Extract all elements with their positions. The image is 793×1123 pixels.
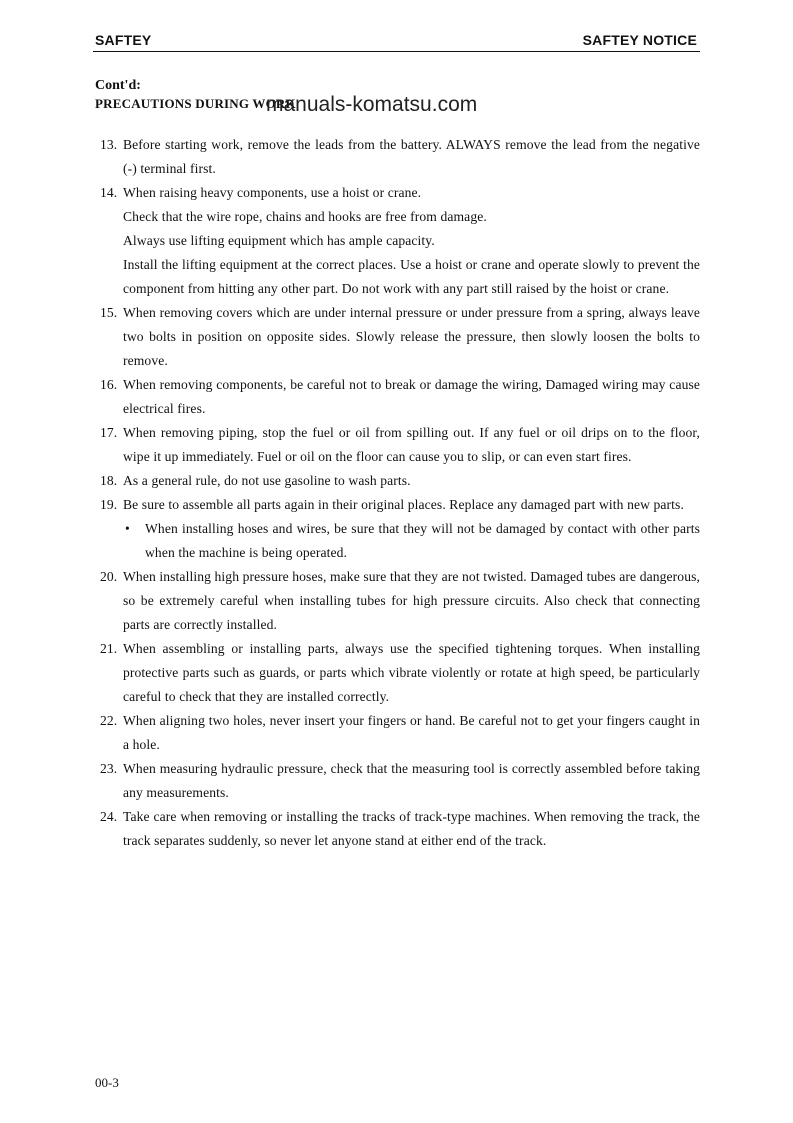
header-right-title: SAFTEY NOTICE: [582, 32, 697, 48]
item-body: [123, 421, 700, 469]
item-paragraph: When aligning two holes, never insert your fingers or hand. Be careful not to get your fingers caught in a hole.: [123, 713, 700, 752]
item-paragraph: When installing high pressure hoses, make sure that they are not twisted. Damaged tubes are dangerous, so be extremely careful when installing tubes for high pressure circuits. Also check that connecting parts are correctly installed.: [123, 569, 700, 632]
list-item: [100, 373, 700, 421]
list-item: [100, 709, 700, 757]
item-body: [123, 373, 700, 421]
item-number: 19.: [100, 497, 118, 512]
item-paragraph: Install the lifting equipment at the correct places. Use a hoist or crane and operate slowly to prevent the component from hitting any other part. Do not work with any part still raised by the hoist or crane.: [123, 257, 700, 296]
list-item: [100, 637, 700, 709]
item-number: 21.: [100, 641, 118, 656]
list-item: [100, 469, 700, 493]
list-item: [100, 493, 700, 565]
item-number: 13.: [100, 137, 118, 152]
item-paragraph: Take care when removing or installing the tracks of track-type machines. When removing the track, the track separates suddenly, so never let anyone stand at either end of the track.: [123, 809, 700, 848]
item-body: [123, 181, 700, 301]
item-number: 15.: [100, 305, 118, 320]
list-item: [100, 757, 700, 805]
precautions-list: [100, 133, 700, 853]
item-body: [123, 301, 700, 373]
bullet-point: [123, 517, 700, 565]
header-left-title: SAFTEY: [95, 32, 152, 48]
item-paragraph: Before starting work, remove the leads from the battery. ALWAYS remove the lead from the negative (-) terminal first.: [123, 137, 700, 176]
list-item: [100, 181, 700, 301]
item-paragraph: When removing components, be careful not to break or damage the wiring, Damaged wiring may cause electrical fires.: [123, 377, 700, 416]
header-rule: [93, 51, 700, 52]
list-item: [100, 301, 700, 373]
item-body: [123, 805, 700, 853]
item-paragraph: Be sure to assemble all parts again in their original places. Replace any damaged part with new parts.: [123, 497, 684, 512]
list-item: [100, 565, 700, 637]
item-paragraph: Always use lifting equipment which has ample capacity.: [123, 233, 435, 248]
item-paragraph: When measuring hydraulic pressure, check that the measuring tool is correctly assembled before taking any measurements.: [123, 761, 700, 800]
item-body: [123, 565, 700, 637]
watermark-text: manuals-komatsu.com: [266, 93, 478, 116]
bullet-text: When installing hoses and wires, be sure that they will not be damaged by contact with other parts when the machine is being operated.: [145, 521, 700, 560]
item-number: 17.: [100, 425, 118, 440]
list-item: [100, 805, 700, 853]
item-number: 23.: [100, 761, 118, 776]
section-title: PRECAUTIONS DURING WORK: [95, 96, 296, 111]
continued-label: Cont'd:: [95, 78, 141, 93]
item-number: 20.: [100, 569, 118, 584]
page-number: 00-3: [95, 1075, 119, 1090]
item-number: 22.: [100, 713, 118, 728]
item-paragraph: When removing piping, stop the fuel or oil from spilling out. If any fuel or oil drips on to the floor, wipe it up immediately. Fuel or oil on the floor can cause you to slip, or can even start fires.: [123, 425, 700, 464]
item-number: 14.: [100, 185, 118, 200]
bullet-icon: •: [125, 521, 130, 536]
list-item: [100, 133, 700, 181]
item-body: [123, 133, 700, 181]
list-item: [100, 421, 700, 469]
item-body: [123, 709, 700, 757]
item-number: 16.: [100, 377, 118, 392]
item-body: [123, 757, 700, 805]
item-body: [123, 493, 700, 565]
item-paragraph: When removing covers which are under internal pressure or under pressure from a spring, always leave two bolts in position on opposite sides. Slowly release the pressure, then slowly loosen the bolts to remove.: [123, 305, 700, 368]
item-paragraph: When raising heavy components, use a hoist or crane.: [123, 185, 422, 200]
item-paragraph: Check that the wire rope, chains and hooks are free from damage.: [123, 209, 487, 224]
item-number: 18.: [100, 473, 118, 488]
item-paragraph: When assembling or installing parts, always use the specified tightening torques. When installing protective parts such as guards, or parts which vibrate violently or rotate at high speed, be particularly careful to check that they are installed correctly.: [123, 641, 700, 704]
item-body: [123, 469, 700, 493]
item-number: 24.: [100, 809, 118, 824]
item-body: [123, 637, 700, 709]
item-paragraph: As a general rule, do not use gasoline to wash parts.: [123, 473, 411, 488]
